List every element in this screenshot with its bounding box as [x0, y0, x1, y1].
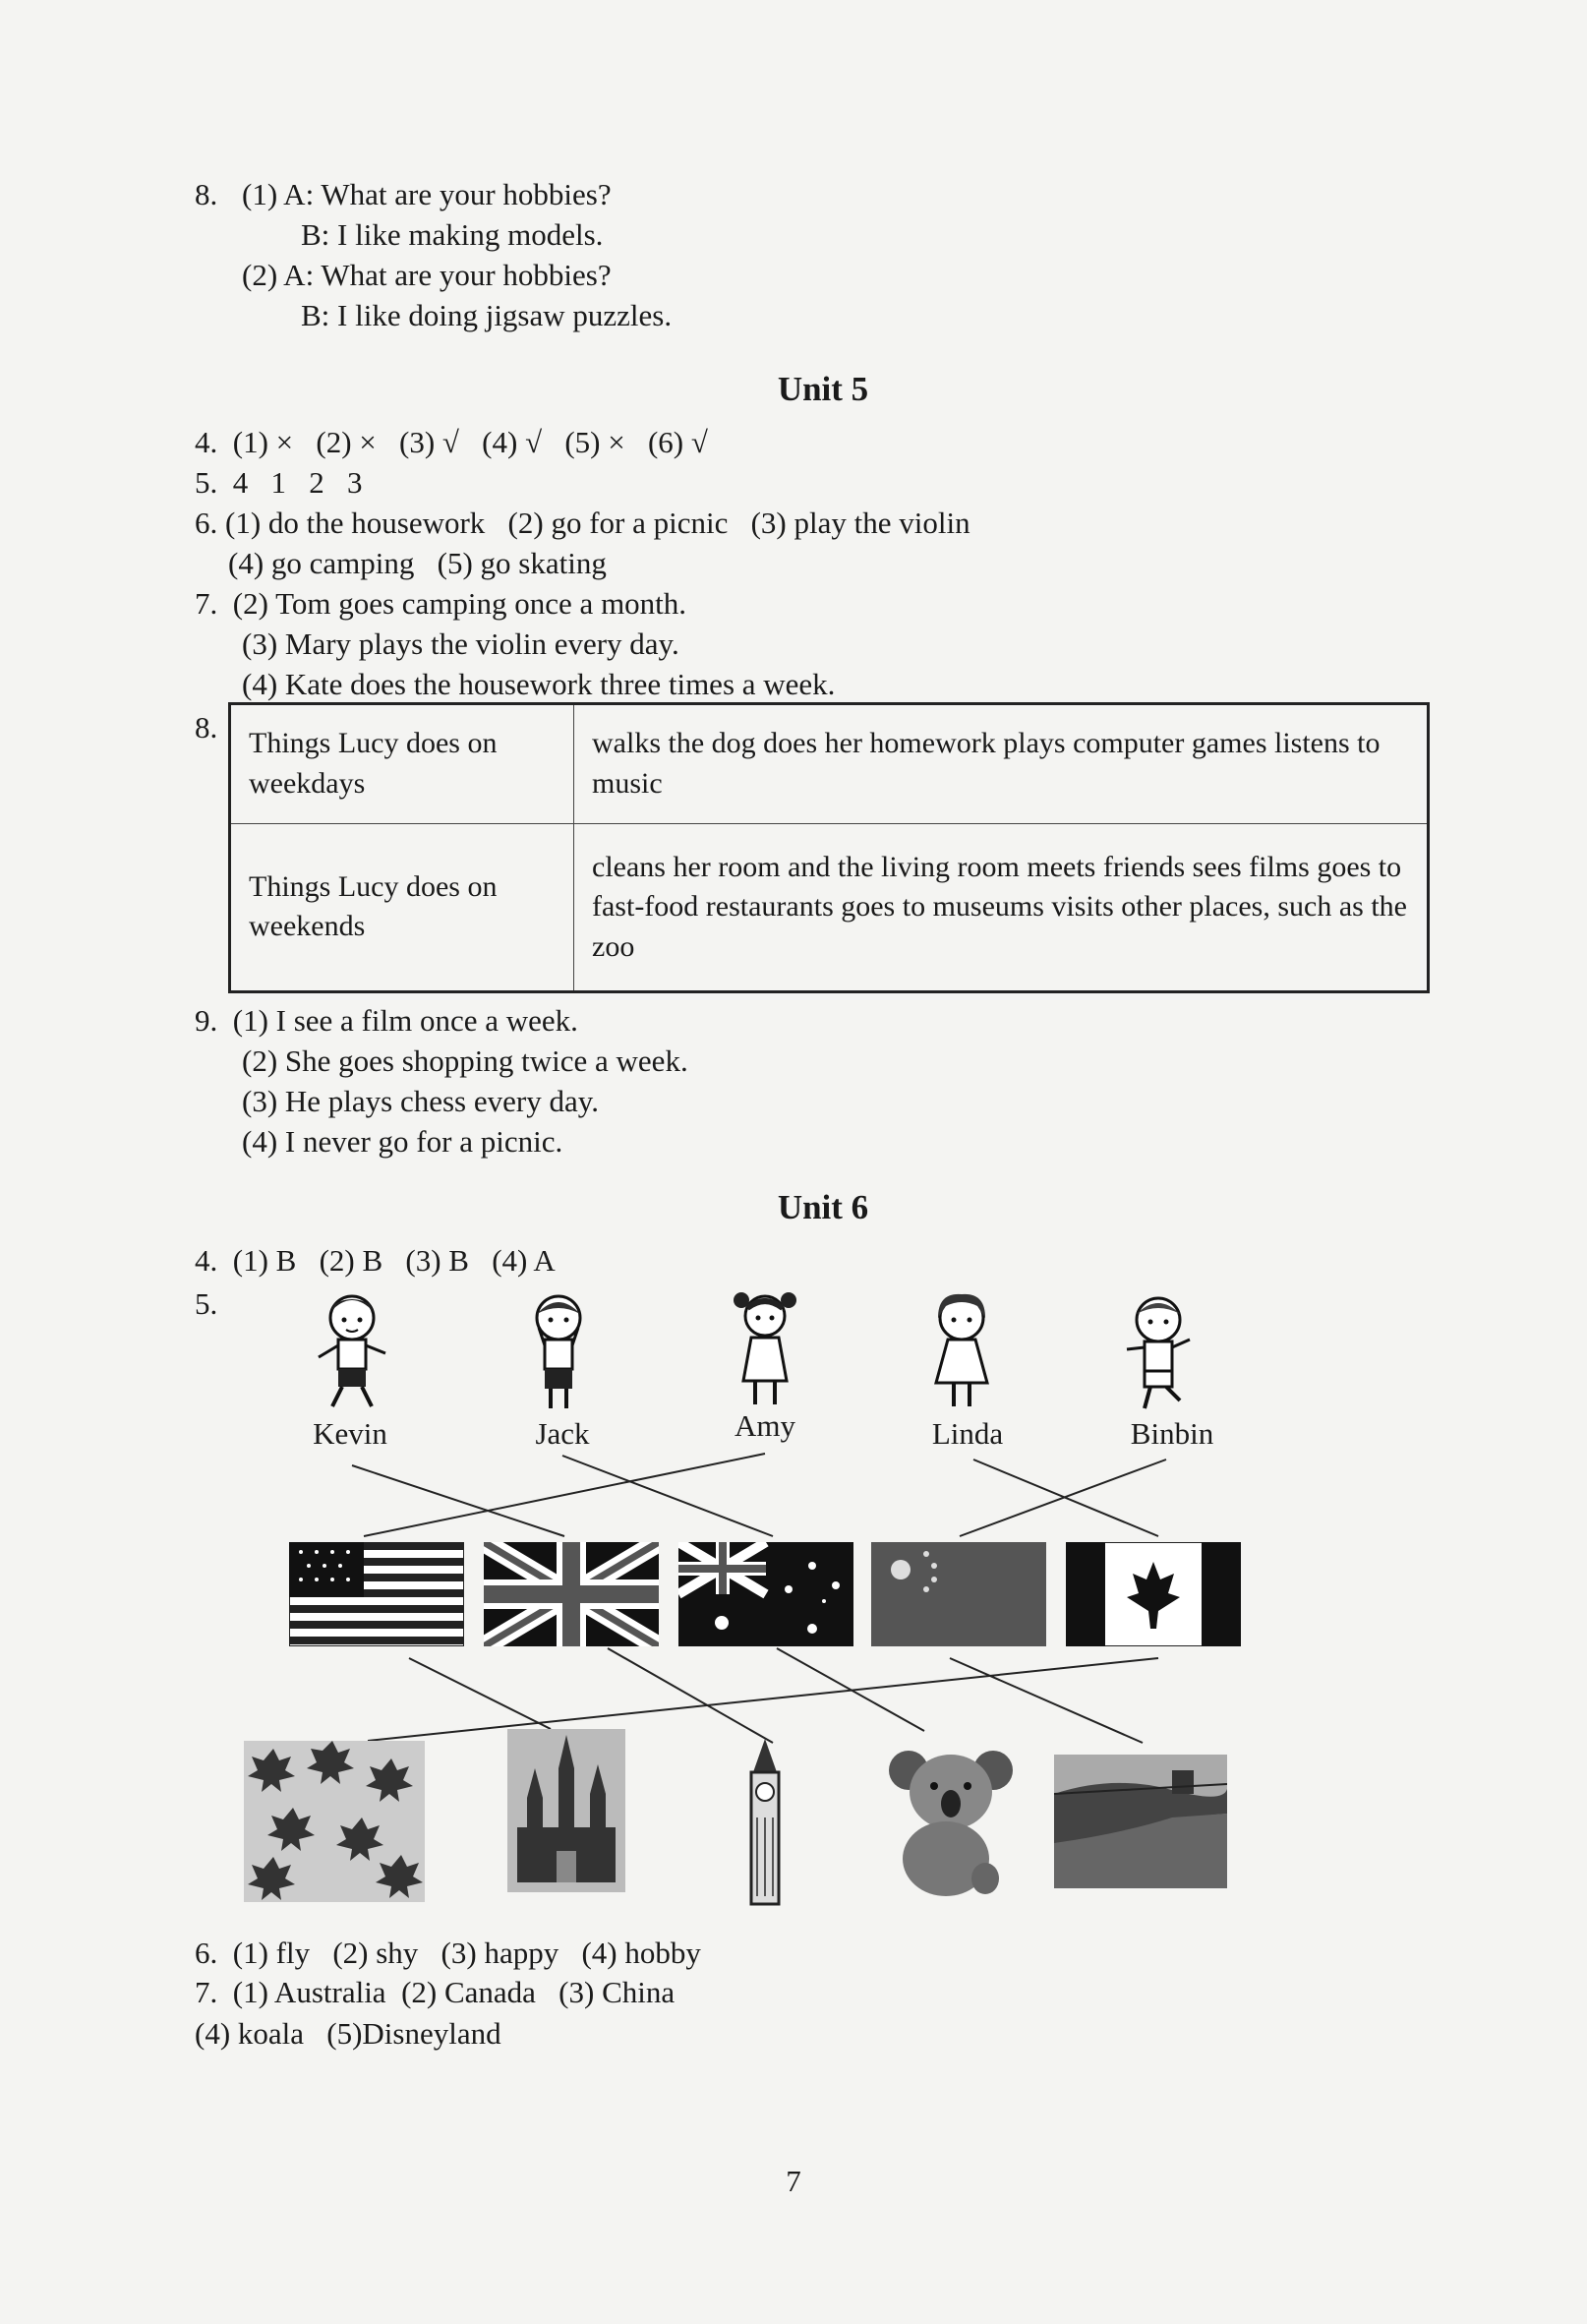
china-flag-icon	[871, 1542, 1046, 1646]
kid-name-linda: Linda	[931, 1416, 1004, 1451]
weekends-header: Things Lucy does on weekends	[230, 823, 574, 991]
unit6-title: Unit 6	[777, 1188, 869, 1226]
q8-line-4: B: I like doing jigsaw puzzles.	[301, 298, 673, 332]
q8-line-2: B: I like making models.	[301, 217, 604, 252]
u6-q5-label: 5.	[195, 1286, 218, 1321]
q8-line-3: (2) A: What are your hobbies?	[242, 258, 612, 292]
u6-q7-line2: (4) koala (5)Disneyland	[195, 2016, 501, 2051]
page-number: 7	[786, 2164, 801, 2198]
maple-leaves-icon	[244, 1741, 425, 1902]
q8-label: 8.	[195, 177, 218, 211]
u5-q7-line3: (4) Kate does the housework three times a week.	[242, 667, 836, 701]
kid-name-amy: Amy	[735, 1408, 795, 1443]
usa-flag-icon	[289, 1542, 464, 1646]
weekends-activities: cleans her room and the living room meets friends sees films goes to fast-food restaurants goes to museums visits other places, such as the zoo	[574, 823, 1429, 991]
u5-q4: 4. (1) × (2) × (3) √ (4) √ (5) × (6) √	[195, 425, 708, 459]
u5-q8-label: 8.	[195, 710, 218, 745]
u5-q9-line2: (2) She goes shopping twice a week.	[242, 1043, 688, 1078]
u5-q7-line1: 7. (2) Tom goes camping once a month.	[195, 586, 687, 621]
u6-q6: 6. (1) fly (2) shy (3) happy (4) hobby	[195, 1936, 701, 1970]
great-wall-icon	[1054, 1755, 1227, 1888]
u5-q9-line1: 9. (1) I see a film once a week.	[195, 1003, 578, 1038]
u5-q9-line4: (4) I never go for a picnic.	[242, 1124, 563, 1159]
q8-line-1: (1) A: What are your hobbies?	[242, 177, 612, 211]
u5-q6-line2: (4) go camping (5) go skating	[228, 546, 607, 580]
u5-q9-line3: (3) He plays chess every day.	[242, 1084, 599, 1118]
unit5-title: Unit 5	[777, 370, 869, 408]
weekdays-header: Things Lucy does on weekdays	[230, 704, 574, 824]
u6-q4: 4. (1) B (2) B (3) B (4) A	[195, 1243, 556, 1278]
canada-flag-icon	[1066, 1542, 1241, 1646]
australia-flag-icon	[678, 1542, 853, 1646]
disneyland-castle-icon	[507, 1729, 625, 1892]
kid-name-binbin: Binbin	[1130, 1416, 1214, 1451]
koala-icon	[887, 1741, 1015, 1898]
kid-name-kevin: Kevin	[313, 1416, 387, 1451]
u5-q5: 5. 4 1 2 3	[195, 465, 363, 500]
big-ben-icon	[737, 1739, 793, 1906]
uk-flag-icon	[484, 1542, 659, 1646]
weekdays-activities: walks the dog does her homework plays computer games listens to music	[574, 704, 1429, 824]
kid-name-jack: Jack	[535, 1416, 590, 1451]
u5-q7-line2: (3) Mary plays the violin every day.	[242, 626, 679, 661]
u5-q6-line1: 6. (1) do the housework (2) go for a picnic (3) play the violin	[195, 506, 970, 540]
u6-q7-line1: 7. (1) Australia (2) Canada (3) China	[195, 1975, 676, 2009]
